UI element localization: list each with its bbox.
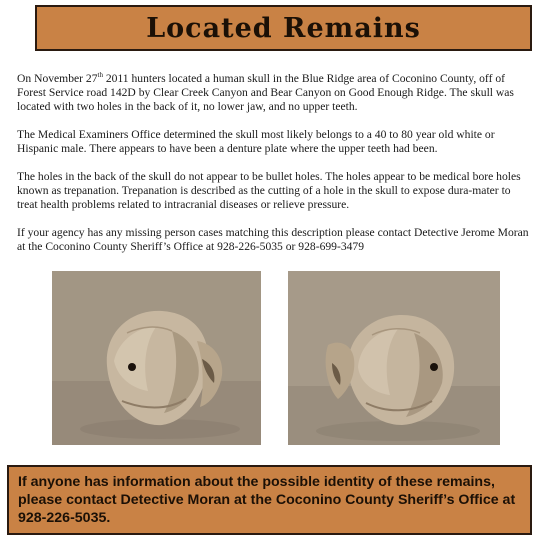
skull-photo-left	[52, 271, 261, 445]
paragraph-discovery-rest: 2011 hunters located a human skull in the Blue Ridge area of Coconino County, off of Forest Service road 142D by Clear Creek Canyon and Bear Canyon on Good Enough Ridge. The skull was located with two holes in the back of it, no lower jaw, and no upper teeth.	[17, 72, 514, 113]
skull-photo-right	[288, 271, 500, 445]
paragraph-medical-examiner: The Medical Examiners Office determined the skull most likely belongs to a 40 to 80 year old white or Hispanic male. There appears to have been a denture plate where the upper teeth had been.	[17, 128, 495, 155]
page-title: Located Remains	[146, 13, 421, 44]
paragraph-trepanation: The holes in the back of the skull do not appear to be bullet holes. The holes appear to be medical bore holes known as trepanation. Trepanation is described as the cutting of a hole in the skull to expose dura-mater to treat health problems related to intracranial diseases or relieve pressure.	[17, 170, 521, 211]
header-banner	[35, 5, 532, 51]
body-text	[17, 72, 529, 268]
paragraph-contact: If your agency has any missing person cases matching this description please contact Detective Jerome Moran at the Coconino County Sheriff’s Office at 928-226-5035 or 928-699-3479	[17, 226, 529, 253]
contact-banner	[7, 465, 532, 535]
paragraph-discovery	[17, 72, 529, 114]
paragraph-discovery-start: On November 27	[17, 72, 98, 85]
contact-message: If anyone has information about the possible identity of these remains, please contact Detective Moran at the Coconino County Sheriff’s Office at 928-226-5035.	[18, 474, 516, 526]
ordinal-suffix: th	[97, 71, 103, 80]
